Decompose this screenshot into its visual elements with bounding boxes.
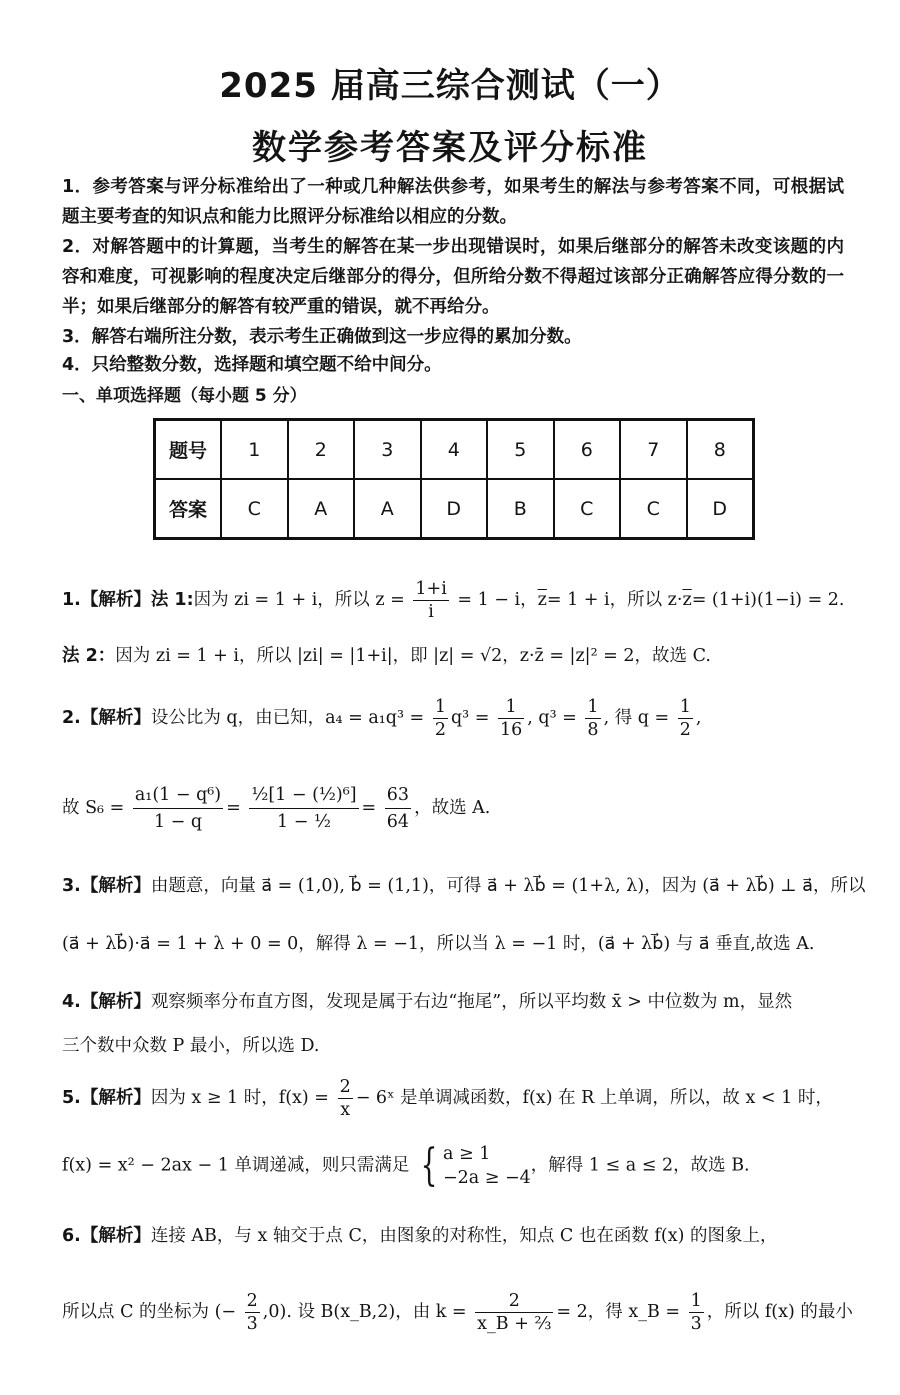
text: (a⃗ + λb⃗)·a⃗ = 1 + λ + 0 = 0，解得 λ = −1，所以当 λ = −1 时，(a⃗ + λb⃗) 与 a⃗ 垂直,故选 A.: [62, 934, 815, 954]
question-no: 4.: [62, 992, 81, 1012]
text: q³ =: [450, 708, 490, 728]
text: ，解得 1 ≤ a ≤ 2，故选 B.: [530, 1155, 750, 1176]
text: − 6ˣ 是单调减函数，f(x) 在 R 上单调，所以，故 x < 1 时，: [355, 1088, 833, 1108]
question-no: 6.: [62, 1226, 81, 1246]
text: , 得 q =: [603, 708, 670, 728]
question-number: 7: [620, 420, 687, 480]
solution-6-line-2: [62, 1290, 852, 1335]
method-label: 法 1:: [150, 590, 194, 610]
question-number: 4: [421, 420, 488, 480]
fraction: $\frac{\text{a₁(1 − q⁶)}}{1 - q}$: [133, 782, 223, 835]
question-no: 5.: [62, 1088, 81, 1108]
fraction: $\frac{2}{x}$: [339, 1077, 351, 1120]
fraction: $\frac{1}{2}$: [679, 697, 691, 740]
analysis-tag: 【解析】: [80, 1088, 151, 1108]
fraction: $\frac{1}{3}$: [690, 1291, 702, 1334]
text: 设公比为 q，由已知，a₄ = a₁q³ =: [150, 708, 425, 728]
text: 因为 zi = 1 + i，所以 z =: [193, 590, 405, 610]
solution-3-line-1: [62, 872, 866, 900]
text: 所以点 C 的坐标为 (−: [62, 1302, 237, 1322]
solution-5-line-1: [62, 1076, 852, 1121]
answer-cell: C: [554, 479, 621, 539]
text: ,: [695, 708, 702, 728]
answer-cell: A: [354, 479, 421, 539]
solution-3-line-2: [62, 930, 852, 958]
text: = (1+i)(1−i) = 2.: [691, 590, 845, 610]
page-title: 2025 届高三综合测试（一）: [219, 66, 681, 106]
solution-5-line-2: [62, 1142, 852, 1190]
answer-cell: C: [620, 479, 687, 539]
solution-2-line-1: [62, 696, 852, 741]
question-no: 2.: [62, 708, 81, 728]
conjugate-z: $\overline{z}$: [682, 590, 692, 610]
table-row-answers: [155, 479, 754, 539]
note-2: 2．对解答题中的计算题，当考生的解答在某一步出现错误时，如果后继部分的解答未改变该题的内容和难度，可视影响的程度决定后继部分的得分，但所给分数不得超过该部分正确解答应得分数的一半；如果后继部分的解答有较严重的错误，就不再给分。: [62, 237, 844, 317]
conjugate-z: $\overline{z}$: [537, 590, 547, 610]
answer-cell: D: [687, 479, 754, 539]
analysis-tag: 【解析】: [80, 992, 151, 1012]
solution-4-line-1: [62, 988, 852, 1016]
inequality-system: a ≥ 1 −2a ≥ −4: [442, 1144, 531, 1188]
section-heading: 一、单项选择题（每小题 5 分）: [62, 386, 307, 406]
question-number: 1: [221, 420, 288, 480]
text: 观察频率分布直方图，发现是属于右边“拖尾”，所以平均数 x̄ > 中位数为 m，显然: [150, 992, 793, 1012]
text: 因为 x ≥ 1 时，f(x) =: [150, 1088, 329, 1108]
question-number: 5: [487, 420, 554, 480]
text: , q³ =: [527, 708, 577, 728]
question-number: 2: [288, 420, 355, 480]
fraction: $\frac{1}{16}$: [499, 697, 523, 740]
text: = 1 + i，所以 z·: [546, 590, 683, 610]
solution-4-line-2: [62, 1032, 852, 1060]
fraction: $\frac{1}{2}$: [434, 697, 446, 740]
question-no: 3.: [62, 876, 81, 896]
text: 故 S₆ =: [62, 798, 125, 818]
analysis-tag: 【解析】: [80, 590, 151, 610]
analysis-tag: 【解析】: [80, 1226, 151, 1246]
question-no: 1.: [62, 590, 81, 610]
method-label: 法 2：: [62, 646, 116, 666]
note-4: 4．只给整数分数，选择题和填空题不给中间分。: [62, 355, 442, 375]
text: ，故选 A.: [414, 798, 491, 818]
page-subtitle: 数学参考答案及评分标准: [252, 128, 648, 168]
fraction: $\frac{2}{\text{x\_B + ⅔}}$: [477, 1291, 552, 1334]
text: ，所以 f(x) 的最小: [706, 1302, 853, 1322]
answer-table: [153, 418, 755, 540]
question-number: 8: [687, 420, 754, 480]
row-label-answer: 答案: [155, 479, 222, 539]
answer-cell: C: [221, 479, 288, 539]
text: f(x) = x² − 2ax − 1 单调递减，则只需满足: [62, 1155, 410, 1176]
question-number: 6: [554, 420, 621, 480]
analysis-tag: 【解析】: [80, 876, 151, 896]
text: 由题意，向量 a⃗ = (1,0), b⃗ = (1,1)，可得 a⃗ + λb⃗ = (1+λ, λ)，因为 (a⃗ + λb⃗) ⊥ a⃗，所以: [150, 876, 866, 896]
answer-cell: A: [288, 479, 355, 539]
fraction: $\frac{63}{64}$: [385, 782, 411, 835]
answer-cell: B: [487, 479, 554, 539]
text: 连接 AB，与 x 轴交于点 C，由图象的对称性，知点 C 也在函数 f(x) 的图象上，: [150, 1226, 778, 1246]
text: 三个数中众数 P 最小，所以选 D.: [62, 1036, 320, 1056]
text: 因为 zi = 1 + i，所以 |zi| = |1+i|，即 |z| = √2，z·z̄ = |z|² = 2，故选 C.: [115, 646, 711, 666]
table-row-numbers: [155, 420, 754, 480]
text: = 2，得 x_B =: [556, 1302, 681, 1322]
fraction: $\frac{1+i}{i}$: [415, 579, 447, 622]
left-brace: {: [420, 1140, 438, 1191]
solution-1-line-1: [62, 578, 852, 623]
question-number: 3: [354, 420, 421, 480]
text: ,0). 设 B(x_B,2)，由 k =: [262, 1302, 467, 1322]
fraction: $\frac{2}{3}$: [246, 1291, 258, 1334]
text: =: [361, 798, 377, 818]
text: =: [226, 798, 241, 818]
fraction: $\frac{\text{½[1 − (½)⁶]}}{\text{1 − ½}}$: [249, 782, 358, 835]
analysis-tag: 【解析】: [80, 708, 151, 728]
fraction: $\frac{1}{8}$: [587, 697, 599, 740]
answer-cell: D: [421, 479, 488, 539]
note-3: 3．解答右端所注分数，表示考生正确做到这一步应得的累加分数。: [62, 327, 582, 347]
note-1: 1．参考答案与评分标准给出了一种或几种解法供参考，如果考生的解法与参考答案不同，可根据试题主要考查的知识点和能力比照评分标准给以相应的分数。: [62, 177, 844, 227]
solution-1-line-2: [62, 642, 852, 670]
text: = 1 − i，: [457, 590, 538, 610]
solution-6-line-1: [62, 1222, 852, 1250]
solution-2-line-2: [62, 782, 852, 835]
row-label-number: 题号: [155, 420, 222, 480]
